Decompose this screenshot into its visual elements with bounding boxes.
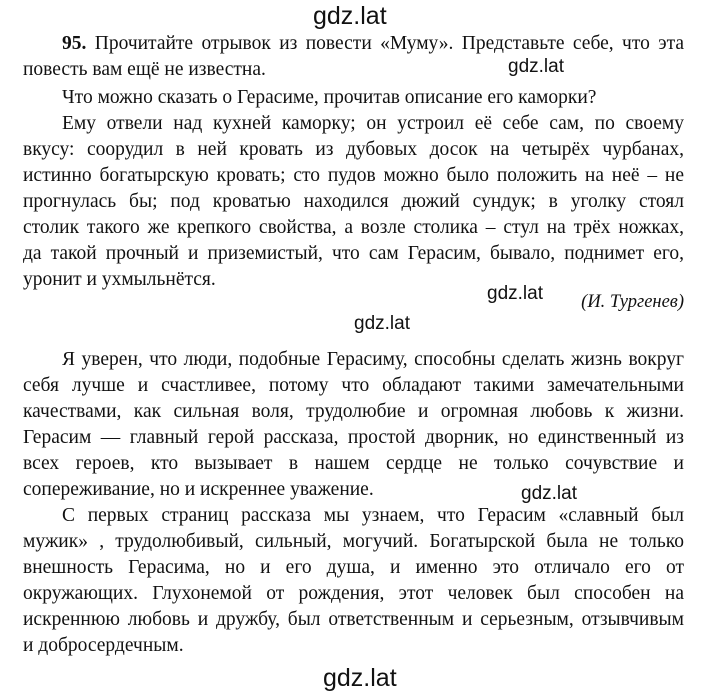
- answer-line: себя лучше и счастливее, потому что обладают такими замечательными: [23, 375, 684, 396]
- excerpt-line: уронит и ухмыльнётся.: [23, 269, 216, 290]
- exercise-question: Что можно сказать о Герасиме, прочитав описание его каморки?: [62, 87, 597, 108]
- exercise-task-line-1: 95. Прочитайте отрывок из повести «Муму». Представьте себе, что эта: [62, 33, 684, 54]
- answer-line: окружающих. Глухонемой от рождения, этот человек был способен на: [23, 583, 684, 604]
- excerpt-line: истинно богатырскую кровать; сто пудов можно было положить на неё – не: [23, 165, 684, 186]
- answer-line: внешность Герасима, но и его душа, и именно это отличало его от: [23, 557, 684, 578]
- watermark-bottom: gdz.lat: [323, 664, 397, 692]
- excerpt-author: (И. Тургенев): [581, 292, 684, 312]
- answer-line: сопереживание, но и искреннее уважение.: [23, 479, 374, 500]
- excerpt-line: прогнулась бы; под кроватью находился дюжий сундук; в уголку стоял: [23, 191, 684, 212]
- answer-line: мужик» , трудолюбивый, сильный, могучий. Богатырской была не только: [23, 531, 684, 552]
- answer-line: искреннюю любовь и дружбу, был ответственным и серьезным, отзывчивым: [23, 609, 684, 630]
- answer-line: С первых страниц рассказа мы узнаем, что Герасим «славный был: [62, 505, 684, 526]
- answer-line: всех героев, кто вызывает в нашем сердце не только сочувствие и: [23, 453, 684, 474]
- excerpt-line: Ему отвели над кухней каморку; он устроил её себе сам, по своему: [62, 113, 684, 134]
- watermark-top: gdz.lat: [313, 2, 387, 30]
- excerpt-line: вкусу: соорудил в ней кровать из дубовых досок на четырёх чурбанах,: [23, 139, 684, 160]
- answer-line: и добросердечным.: [23, 635, 184, 656]
- watermark-mid: gdz.lat: [521, 483, 577, 504]
- answer-line: Я уверен, что люди, подобные Герасиму, способны сделать жизнь вокруг: [62, 349, 684, 370]
- excerpt-line: столик такого же крепкого свойства, а возле столика – стул на трёх ножках,: [23, 217, 684, 238]
- excerpt-line: да такой прочный и приземистый, что сам Герасим, бывало, поднимет его,: [23, 243, 684, 264]
- watermark-after-author: gdz.lat: [354, 313, 410, 334]
- answer-line: Герасим — главный герой рассказа, простой дворник, но единственный из: [23, 427, 684, 448]
- watermark-author-row: gdz.lat: [487, 283, 543, 304]
- exercise-task-line-2: повесть вам ещё не известна.: [23, 59, 266, 80]
- answer-line: качествами, как сильная воля, трудолюбие и огромная любовь к жизни.: [23, 401, 684, 422]
- watermark-line2: gdz.lat: [508, 56, 564, 77]
- exercise-number: 95.: [62, 33, 87, 54]
